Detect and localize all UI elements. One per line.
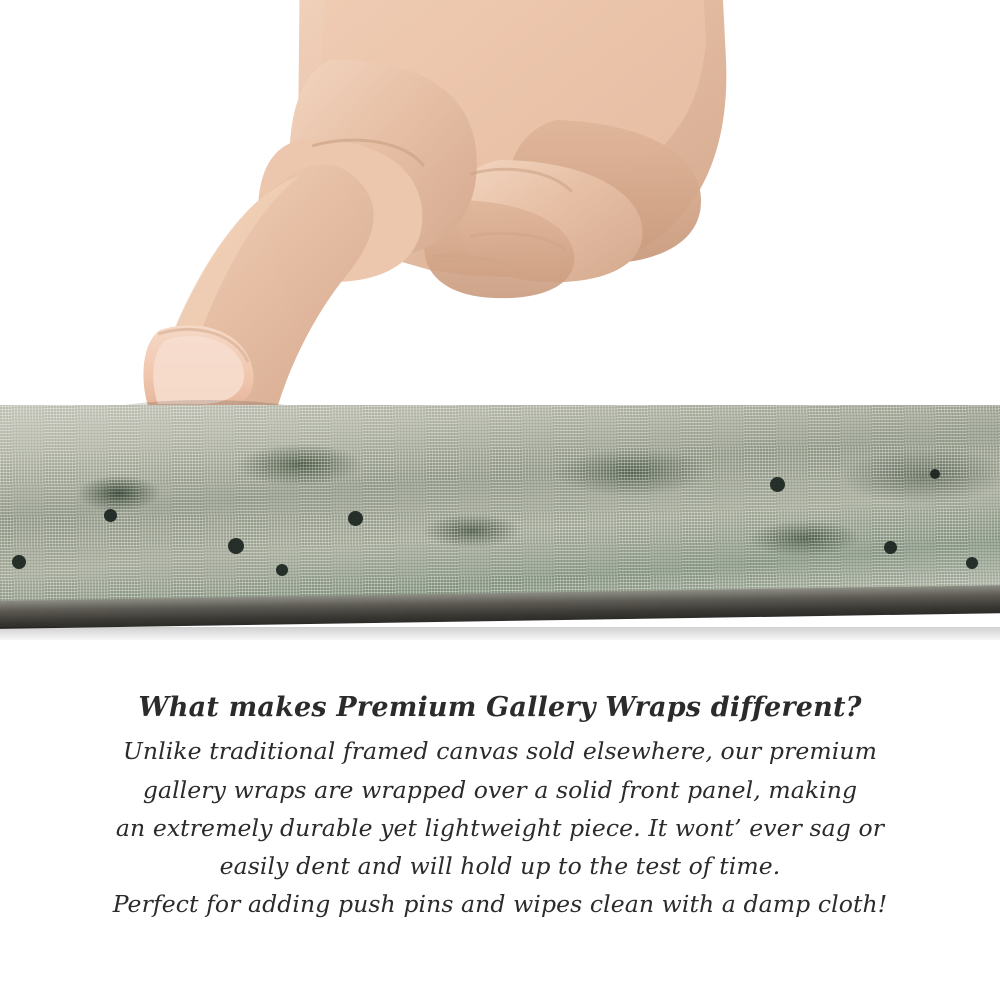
caption-line: gallery wraps are wrapped over a solid front panel, making	[142, 775, 858, 804]
print-speck	[104, 509, 117, 522]
hand-pressing-panel	[0, 0, 1000, 420]
caption-line: easily dent and will hold up to the test of time.	[219, 851, 781, 880]
canvas-panel-edge	[0, 405, 1000, 640]
panel-drop-shadow	[0, 627, 1000, 640]
print-speck	[770, 477, 785, 492]
caption-block	[0, 690, 1000, 923]
caption-heading: What makes Premium Gallery Wraps different?	[138, 692, 862, 723]
caption-body	[0, 732, 1000, 922]
hand-illustration	[0, 0, 1000, 420]
print-speck	[348, 511, 363, 526]
caption-line: an extremely durable yet lightweight piece. It wont’ ever sag or	[115, 813, 885, 842]
print-speck	[12, 555, 26, 569]
print-speck	[228, 538, 244, 554]
caption-line: Unlike traditional framed canvas sold elsewhere, our premium	[122, 737, 878, 766]
print-speck	[930, 469, 940, 479]
print-speck	[276, 564, 288, 576]
caption-line: Perfect for adding push pins and wipes clean with a damp cloth!	[112, 889, 888, 918]
print-speck	[966, 557, 978, 569]
print-speck	[884, 541, 897, 554]
